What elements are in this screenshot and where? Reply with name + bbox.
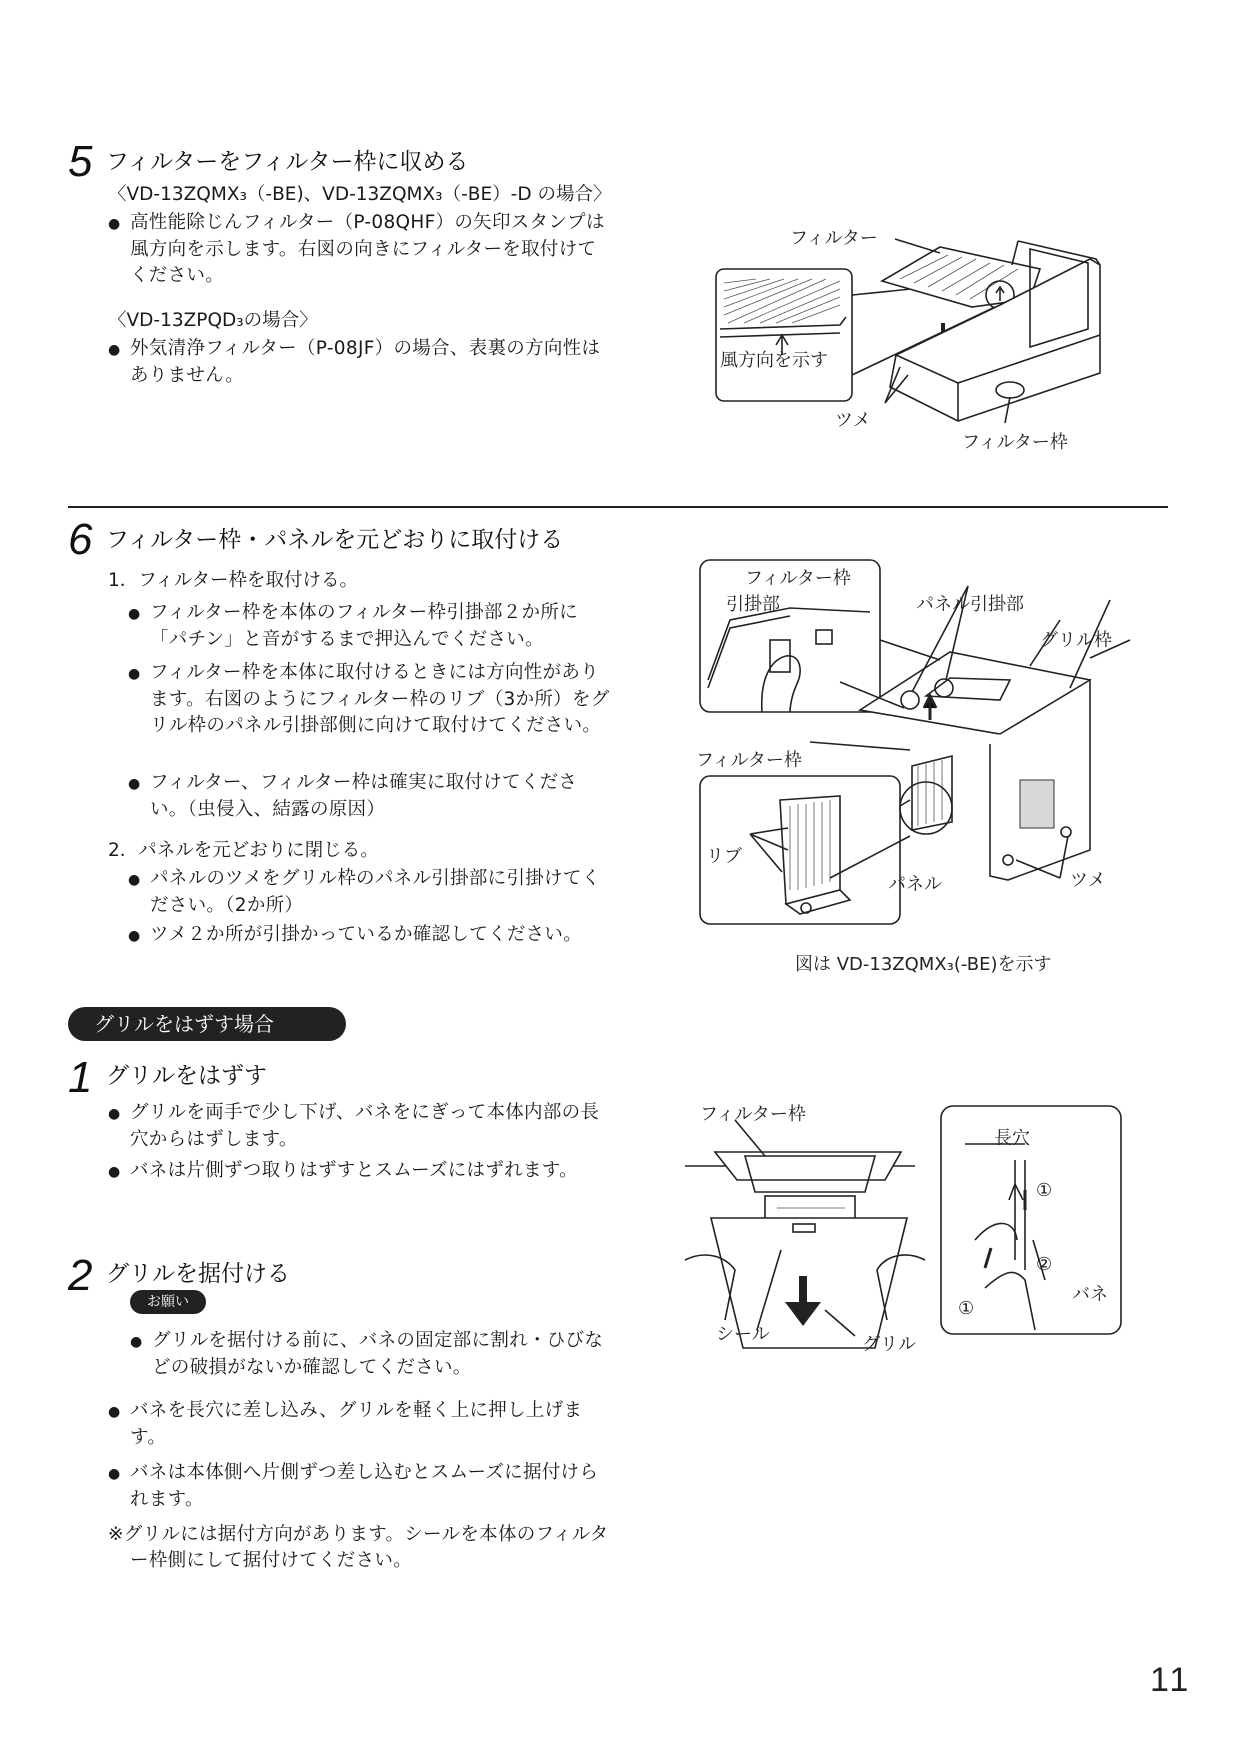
step-6-title: フィルター枠・パネルを元どおりに取付ける bbox=[106, 527, 564, 553]
label-rib: リブ bbox=[706, 846, 742, 867]
section-pill-grille-removal: グリルをはずす場合 bbox=[68, 1007, 346, 1041]
step-6-sub2-bullet-2: ● ツメ２か所が引掛かっているか確認してください。 bbox=[128, 922, 620, 949]
label-filter-frame: フィルター枠 bbox=[962, 432, 1068, 453]
label-filter-frame-hook-1: フィルター枠 bbox=[745, 568, 851, 589]
step-6-sub2-bullet-1: ● パネルのツメをグリル枠のパネル引掛部に引掛けてください。（2か所） bbox=[128, 866, 610, 919]
grille-step-2-title: グリルを据付ける bbox=[106, 1261, 290, 1287]
label-filter-frame-mid: フィルター枠 bbox=[696, 750, 802, 771]
label-panel-hook: パネル引掛部 bbox=[916, 594, 1024, 615]
label-seal: シール bbox=[716, 1324, 770, 1345]
label-grille: グリル bbox=[862, 1334, 916, 1355]
grille-step-2-note: ※グリルには据付方向があります。シールを本体のフィルター枠側にして据付けてください。 bbox=[108, 1524, 609, 1571]
label-filter: フィルター bbox=[790, 228, 878, 249]
request-badge: お願い bbox=[130, 1290, 206, 1314]
grille-step-1-bullet-2: ● バネは片側ずつ取りはずすとスムーズにはずれます。 bbox=[108, 1158, 610, 1185]
grille-removal-illustration bbox=[685, 1100, 1125, 1360]
step-6-sub2: 2．パネルを元どおりに閉じる。 bbox=[108, 840, 379, 861]
label-wind-direction: 風方向を示す bbox=[720, 350, 828, 371]
label-tsume-2: ツメ bbox=[1070, 870, 1106, 891]
label-circle-1b: ① bbox=[958, 1298, 975, 1319]
step-5-case2-bullet: ● 外気清浄フィルター（P-08JF）の場合、表裏の方向性はありません。 bbox=[108, 336, 610, 389]
page-number: 11 bbox=[1150, 1661, 1192, 1699]
step-6-number: 6 bbox=[68, 515, 93, 564]
grille-step-1-title: グリルをはずす bbox=[106, 1063, 267, 1089]
step-6-sub1-bullet-2: ● フィルター枠を本体に取付けるときには方向性があります。右図のようにフィルター枠のリブ（3か所）をグリル枠のパネル引掛部側に向けて取付けてください。 bbox=[128, 660, 610, 739]
step-5-case2-heading: 〈VD-13ZPQD₃の場合〉 bbox=[108, 310, 318, 331]
grille-step-1-bullet-1: ● グリルを両手で少し下げ、バネをにぎって本体内部の長穴からはずします。 bbox=[108, 1100, 610, 1153]
section-divider bbox=[68, 506, 1168, 508]
step-5-number: 5 bbox=[68, 137, 93, 186]
label-panel: パネル bbox=[888, 874, 942, 895]
step-5-case1-bullet: ● 高性能除じんフィルター（P-08QHF）の矢印スタンプは風方向を示します。右図の向きにフィルターを取付けてください。 bbox=[108, 210, 610, 289]
grille-step-2-bullet-2: ● バネは本体側へ片側ずつ差し込むとスムーズに据付けられます。 bbox=[108, 1460, 610, 1513]
step-6-sub1: 1．フィルター枠を取付ける。 bbox=[108, 570, 359, 591]
label-filter-frame-hook-2: 引掛部 bbox=[726, 594, 780, 615]
grille-step-2-number: 2 bbox=[68, 1251, 93, 1300]
step-6-sub1-bullet-3: ● フィルター、フィルター枠は確実に取付けてください。（虫侵入、結露の原因） bbox=[128, 770, 610, 823]
grille-step-2-request-bullet: ● グリルを据付ける前に、バネの固定部に割れ・ひびなどの破損がないか確認してください。 bbox=[130, 1328, 614, 1381]
figure-caption: 図は VD-13ZQMX₃(-BE)を示す bbox=[795, 954, 1052, 975]
label-circle-1a: ① bbox=[1036, 1180, 1053, 1201]
label-circle-2: ② bbox=[1036, 1254, 1053, 1275]
filter-box-illustration bbox=[700, 225, 1120, 465]
grille-step-2-bullet-1: ● バネを長穴に差し込み、グリルを軽く上に押し上げます。 bbox=[108, 1398, 610, 1451]
label-grille-filter-frame: フィルター枠 bbox=[700, 1104, 806, 1125]
label-tsume: ツメ bbox=[835, 410, 871, 431]
step-5-case1-heading: 〈VD-13ZQMX₃（-BE)、VD-13ZQMX₃（-BE）-D の場合〉 bbox=[108, 184, 612, 205]
label-grille-frame: グリル枠 bbox=[1040, 630, 1112, 651]
label-slot: 長穴 bbox=[994, 1128, 1030, 1149]
grille-step-1-number: 1 bbox=[68, 1053, 93, 1102]
label-spring: バネ bbox=[1072, 1284, 1108, 1305]
step-5-title: フィルターをフィルター枠に収める bbox=[106, 149, 469, 175]
step-6-sub1-bullet-1: ● フィルター枠を本体のフィルター枠引掛部２か所に「パチン」と音がするまで押込んでください。 bbox=[128, 600, 610, 653]
